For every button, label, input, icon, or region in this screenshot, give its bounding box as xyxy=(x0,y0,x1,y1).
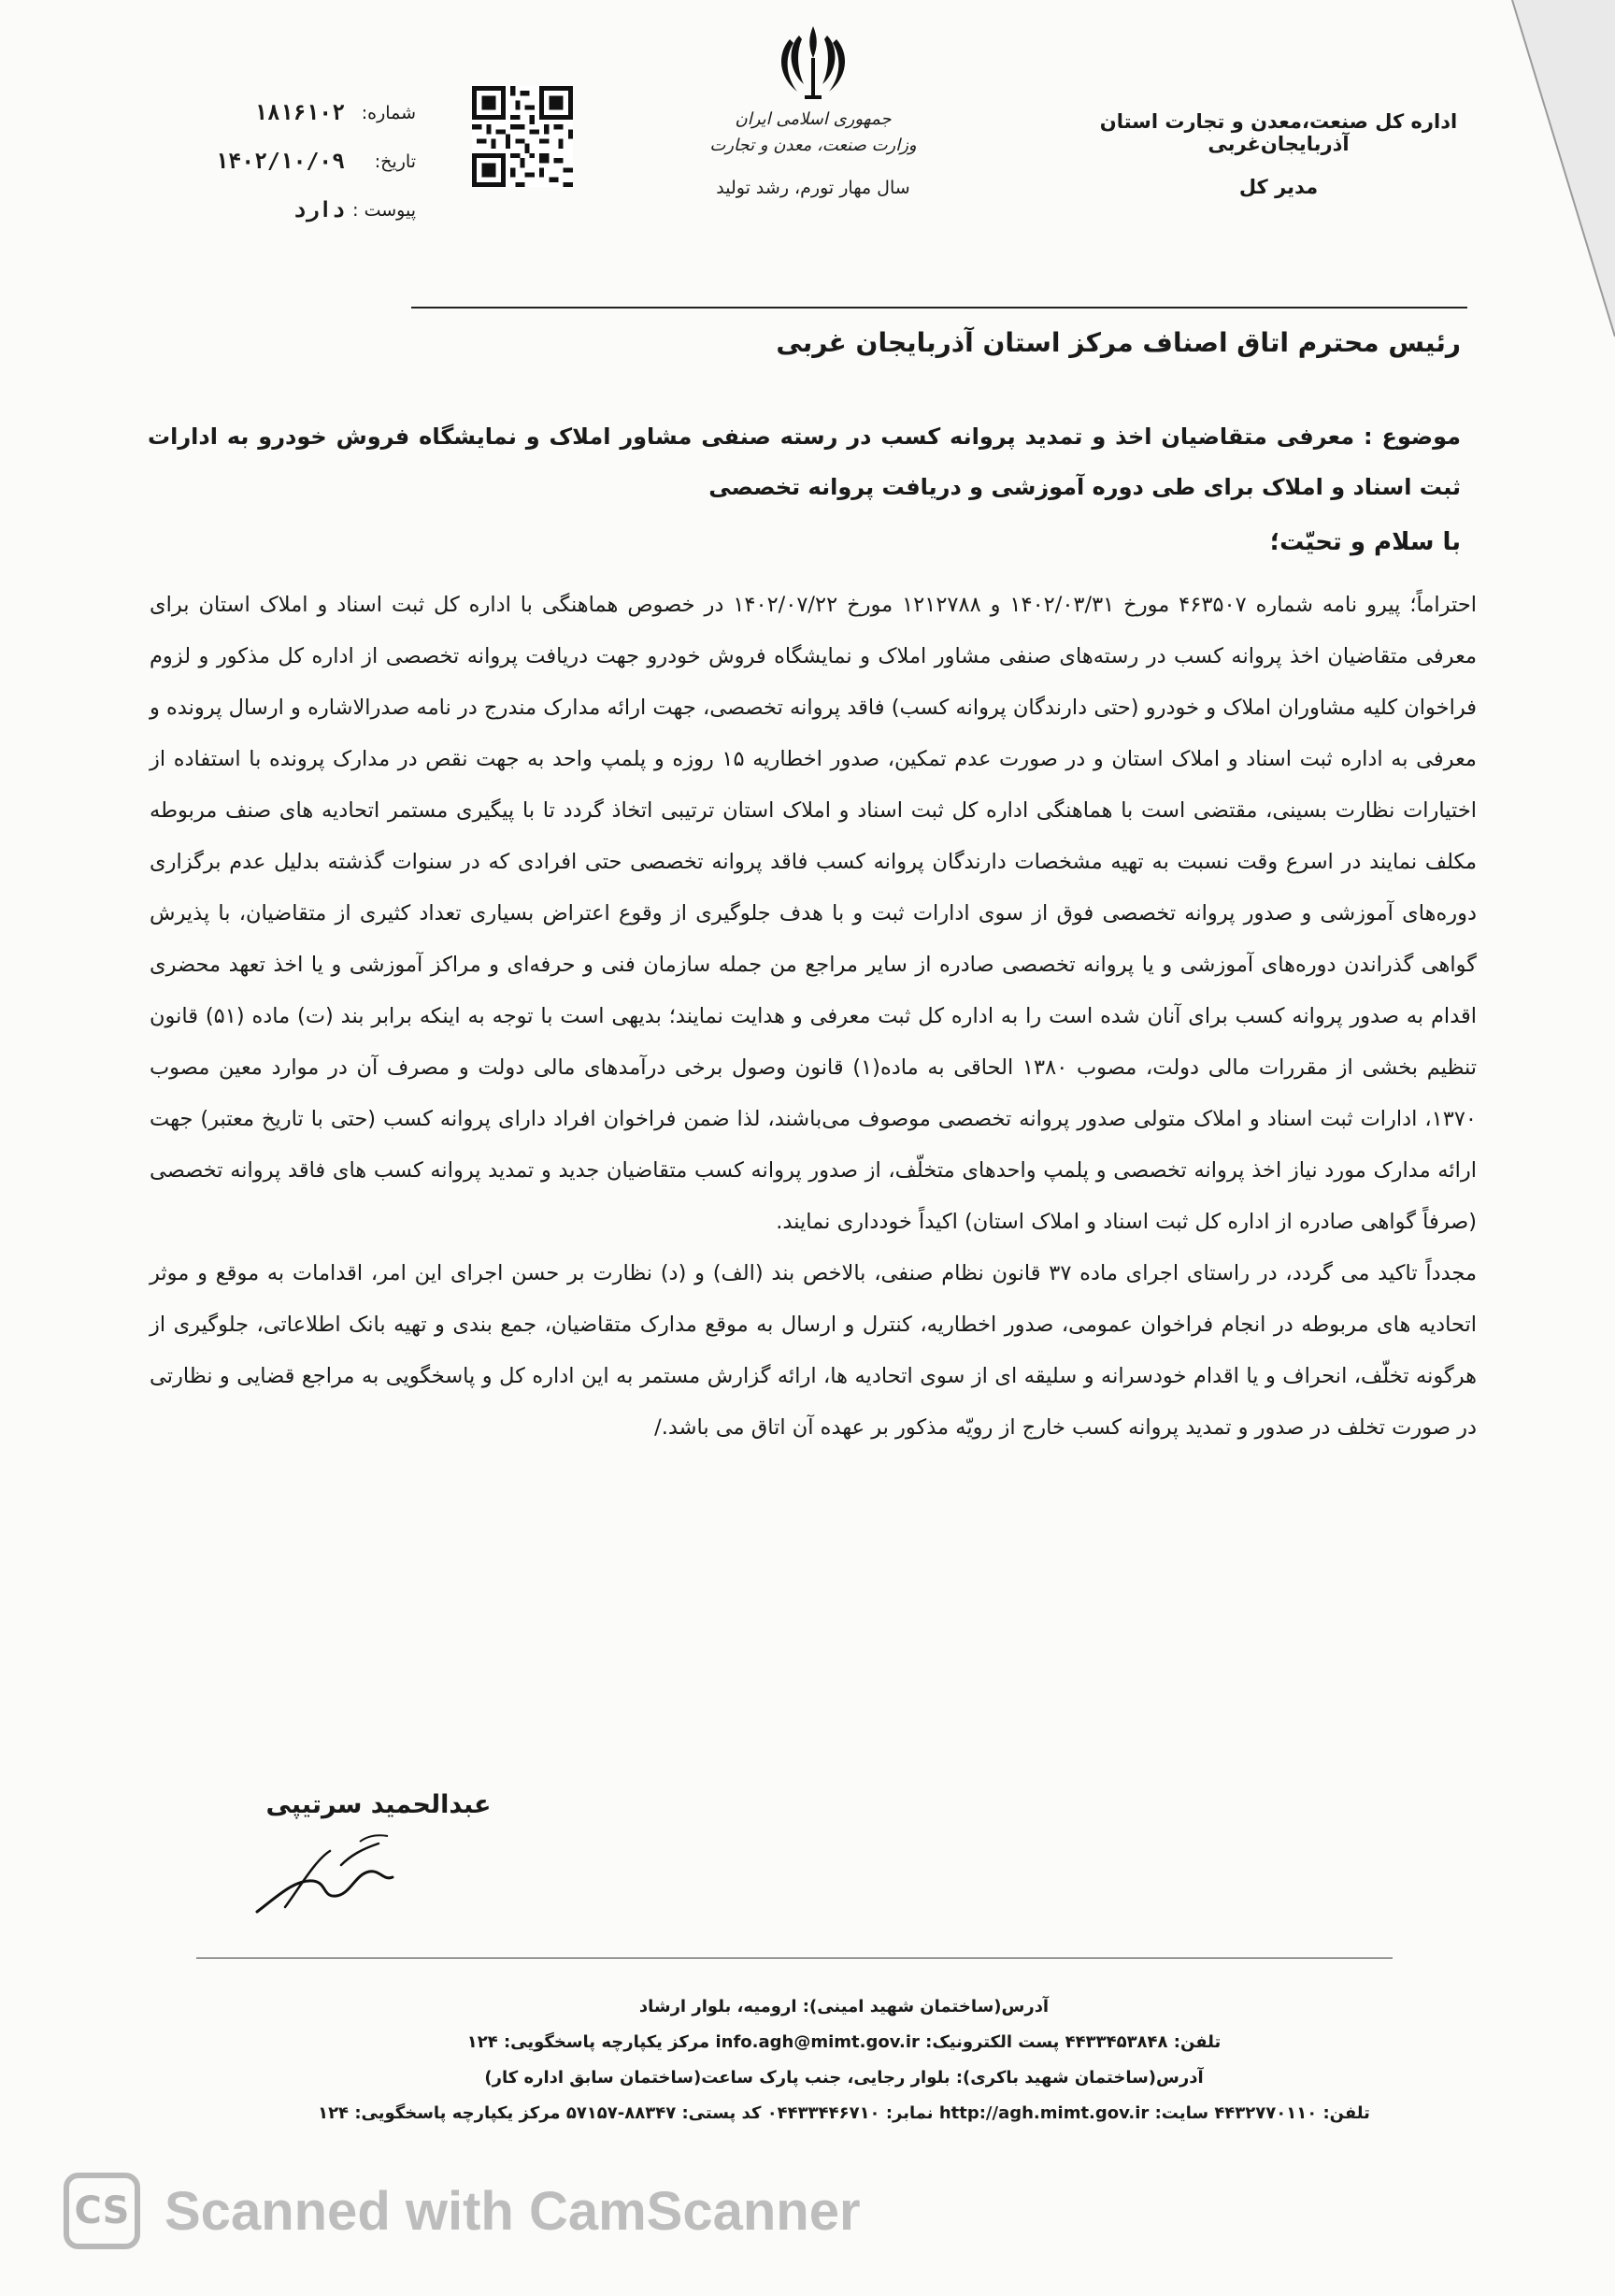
footer-divider xyxy=(196,1958,1393,1959)
footer-address-1: آدرس(ساختمان شهید امینی): ارومیه، بلوار ارشاد xyxy=(638,1997,1050,2016)
letter-number-label: شماره: xyxy=(361,103,416,123)
handwritten-signature-icon xyxy=(248,1823,407,1926)
recipient-line: رئیس محترم اتاق اصناف مرکز استان آذربایجان غربی xyxy=(776,327,1461,358)
letter-date-row xyxy=(182,137,416,186)
iran-emblem-icon xyxy=(771,19,855,103)
attachment-value: دارد xyxy=(293,198,345,222)
qr-code-icon xyxy=(472,86,573,187)
year-motto: سال مهار تورم، رشد تولید xyxy=(716,178,910,198)
greeting: با سلام و تحیّت؛ xyxy=(1269,528,1461,556)
attachment-label: پیوست : xyxy=(352,200,416,221)
header-divider xyxy=(411,307,1467,309)
body-paragraph-2: مجدداً تاکید می گردد، در راستای اجرای ماده ۳۷ قانون نظام صنفی، بالاخص بند (الف) و (د) نظارت بر حسن اجرای این امر، اقدامات به موقع و موثر اتحادیه های مربوطه در انجام فراخوان عمومی، صدور اخطاریه، کنترل و ارسال به موقع مدارک متقاضیان، جمع بندی و تهیه بانک اطلاعاتی، جلوگیری از هرگونه تخلّف، انحراف و یا اقدام خودسرانه و سلیقه ای از سوی اتحادیه ها، ارائه گزارش مستمر به این اداره کل و پاسخگویی به مراجع قضایی و نظارتی در صورت تخلف در صدور و تمدید پروانه کسب خارج از رویّه مذکور بر عهده آن اتاق می باشد./ xyxy=(150,1261,1477,1440)
country-name: جمهوری اسلامی ایران xyxy=(735,109,892,129)
letter-date: ۱۴۰۲/۱۰/۰۹ xyxy=(215,150,345,174)
organization-position: مدیر کل xyxy=(1238,176,1319,198)
letter-meta xyxy=(182,89,416,235)
camscanner-text: Scanned with CamScanner xyxy=(164,2180,861,2242)
footer-contact-1: تلفن: ۴۴۳۳۴۵۳۸۴۸ پست الکترونیک: info.agh@mimt.gov.ir مرکز یکپارچه پاسخگویی: ۱۲۴ xyxy=(466,2032,1222,2052)
letter-body xyxy=(150,580,1477,1454)
letter-date-label: تاریخ: xyxy=(374,151,416,172)
signer-name: عبدالحمید سرتیپی xyxy=(265,1790,492,1819)
organization-header xyxy=(1036,110,1522,198)
camscanner-logo-icon: CS xyxy=(64,2173,140,2249)
subject-line: موضوع : معرفی متقاضیان اخذ و تمدید پروانه کسب در رسته صنفی مشاور املاک و نمایشگاه فروش خودرو به ادارات ثبت اسناد و املاک برای طی دوره آموزشی و دریافت پروانه تخصصی xyxy=(148,423,1461,500)
camscanner-watermark xyxy=(64,2169,861,2253)
body-paragraph-1: احتراماً؛ پیرو نامه شماره ۴۶۳۵۰۷ مورخ ۱۴۰۲/۰۳/۳۱ و ۱۲۱۲۷۸۸ مورخ ۱۴۰۲/۰۷/۲۲ در خصوص هماهنگی با اداره کل ثبت اسناد و املاک استان برای معرفی متقاضیان اخذ پروانه کسب در رسته‌های صنفی مشاور املاک و نمایشگاه فروش خودرو جهت دریافت پروانه تخصصی از اداره کل مذکور و لزوم فراخوان کلیه مشاوران املاک و خودرو (حتی دارندگان پروانه کسب) فاقد پروانه تخصصی، جهت ارائه مدارک مندرج در نامه صدرالاشاره و ارسال پرونده و معرفی به اداره ثبت اسناد و املاک استان و در صورت عدم تمکین، صدور اخطاریه ۱۵ روزه و پلمپ واحد به جهت نقص در مدارک پرونده با استفاده از اختیارات نظارت بسینی، مقتضی است با هماهنگی اداره کل ثبت اسناد و املاک استان ترتیبی اتخاذ گردد تا با پیگیری مستمر اتحادیه های صنف مربوطه مکلف نمایند در اسرع وقت نسبت به تهیه مشخصات دارندگان پروانه کسب فاقد پروانه تخصصی حتی افرادی که در سنوات گذشته بدلیل عدم برگزاری دوره‌های آموزشی و صدور پروانه تخصصی فوق از سوی ادارات ثبت و با هدف جلوگیری از وقوع اعتراض بسیاری تعداد کثیری از متقاضیان، با پذیرش گواهی گذراندن دوره‌های آموزشی و یا پروانه تخصصی صادره از سایر مراجع من جمله سازمان فنی و حرفه‌ای و مراکز آموزشی و یا اخذ تعهد محضری اقدام به صدور پروانه کسب برای آنان شده است را به اداره کل ثبت معرفی و هدایت نمایند؛ بدیهی است با توجه به اینکه برابر بند (ت) ماده (۵۱) قانون تنظیم بخشی از مقررات مالی دولت، مصوب ۱۳۸۰ الحاقی به ماده(۱) قانون وصول برخی درآمدهای مالی دولت و مصرف آن در موارد معین مصوب ۱۳۷۰، ادارات ثبت اسناد و املاک متولی صدور پروانه تخصصی موصوف می‌باشند، لذا ضمن فراخوان افراد دارای پروانه کسب (حتی با تاریخ معتبر) جهت ارائه مدارک مورد نیاز اخذ پروانه تخصصی و پلمپ واحدهای متخلّف، از صدور پروانه کسب متقاضیان جدید و تمدید پروانه کسب های فاقد پروانه تخصصی (صرفاً گواهی صادره از اداره کل ثبت اسناد و املاک استان) اکیداً خودداری نمایند. xyxy=(150,593,1478,1234)
attachment-row xyxy=(182,186,416,235)
ministry-name: وزارت صنعت، معدن و تجارت xyxy=(709,136,917,155)
letter-number-row xyxy=(182,89,416,137)
footer-contact xyxy=(307,1989,1381,2131)
letter-number: ۱۸۱۶۱۰۲ xyxy=(254,101,345,125)
footer-contact-2: تلفن: ۴۴۳۲۷۷۰۱۱۰ سایت: http://agh.mimt.gov.ir نمابر: ۰۴۴۳۳۴۴۶۷۱۰ کد پستی: ۸۸۳۴۷-۵۷۱۵۷ مرکز یکپارچه پاسخگویی: ۱۲۴ xyxy=(318,2103,1370,2123)
organization-name: اداره کل صنعت،معدن و تجارت استان آذربایجان‌غربی xyxy=(1099,110,1458,155)
ministry-block xyxy=(673,19,953,252)
footer-address-2: آدرس(ساختمان شهید باکری): بلوار رجایی، جنب پارک ساعت(ساختمان سابق اداره کار) xyxy=(484,2068,1204,2088)
